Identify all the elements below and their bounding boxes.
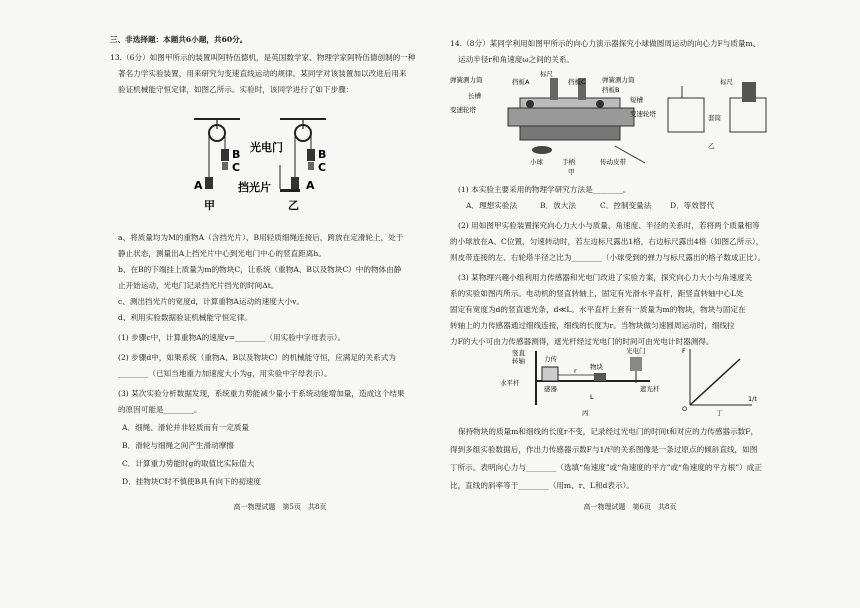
q14-s3: 转轴上的力传感器通过细线连接，细线的长度为r。当物块做匀速圆周运动时，细线拉 [450,321,735,330]
label-B2: B [318,148,327,161]
right-page [430,0,860,608]
q13-sub1: (1) 步骤c中，计算重物A的速度v=________（用实验中字母表示）。 [118,333,346,342]
q14-s2: 则皮带连接的左、右轮塔半径之比为________（小球受到的弹力与标尺露出的格子数成正比）。 [450,253,766,262]
fig-label: 转轴 [512,357,525,365]
q13-step: 静止状态，测量出A上挡光片中心到光电门中心的竖直距离h。 [118,249,326,258]
fig-label: 传动皮带 [600,158,626,166]
q14-line: 运动半径r和角速度ω之间的关系。 [458,55,575,64]
q13-sub2b: ________（已知当地重力加速度大小为g，用实验中字母表示）。 [118,369,332,378]
q14-s4: 保持物块的质量m和细线的长度r不变，记录经过光电门的时间t和对应的力传感器示数F， [458,427,759,436]
fig-label: O [682,405,688,413]
q13-sub2a: (2) 步骤d中，如果系统（重物A、B以及物块C）的机械能守恒，应满足的关系式为 [118,353,396,362]
label-C: C [232,161,241,174]
fig-label: 长槽 [468,92,481,100]
fig-label: 短槽 [630,96,643,104]
q14-s3: 系的实验如图丙所示。电动机的竖直转轴上，固定有光滑水平直杆，距竖直转轴中心L处 [450,289,744,298]
fig-label: 物块 [590,363,603,371]
q13-line: 著名力学实验装置，用来研究匀变速直线运动的规律。某同学对该装置加以改进后用来 [118,69,407,78]
atwood-figure [180,115,360,225]
fig-label: 手柄 [562,158,575,166]
fig-label: 感器 [544,385,557,393]
q14-s4: 丁所示。表明向心力与________（选填“角速度”或“角速度的平方”或“角速度的平方根”）成正 [450,463,762,472]
right-footer: 高一物理试题 第6页 共8页 [583,503,677,511]
q14-s1: (1) 本实验主要采用的物理学研究方法是________。 [458,185,631,194]
q13-line: 13.（6分）如图甲所示的装置叫阿特伍德机，是英国数学家、物理学家阿特伍德创制的一种 [110,53,416,62]
fig-label: 挡板A [512,78,530,86]
q13-step: c、测出挡光片的宽度d，计算重物A运动的速度大小v。 [118,297,304,306]
fig-label: 弹簧测力筒 [602,76,635,84]
fig-label: 甲 [568,168,575,176]
fig-label: 竖直 [512,349,525,357]
fig-label: 小球 [530,158,543,166]
q14-s2: 的小球放在A、C位置，匀速转动时，若左边标尺露出1格，右边标尺露出4格（如图乙所示）， [450,237,764,246]
q13-option-b: B．滑轮与细绳之间产生滑动摩擦 [122,441,234,450]
q13-line: 验证机械能守恒定律，如图乙所示。实验时，该同学进行了如下步骤： [118,85,354,94]
fig-label: 挡板B [602,86,620,94]
fig-label: 挡板C [568,78,586,86]
left-footer: 高一物理试题 第5页 共8页 [233,503,327,511]
q14-s4: 比，直线的斜率等于________（用m、r、L和d表示）。 [450,481,634,490]
q13-step: 止开始运动，光电门记录挡光片挡光的时间Δt。 [118,281,279,290]
fig-label: L [590,393,594,401]
q13-step: b、在B的下端挂上质量为m的物块C，让系统（重物A、B以及物块C）中的物体由静 [118,265,402,274]
label-photogate: 光电门 [250,141,283,154]
label-yi: 乙 [288,199,299,212]
label-jia: 甲 [204,199,215,212]
q13-option-a: A．细绳、滑轮并非轻质而有一定质量 [122,423,249,432]
fig-label: 变速轮塔 [630,110,656,118]
label-B: B [232,148,241,161]
q14-line: 14.（8分）某同学利用如图甲所示的向心力演示器探究小球做圆周运动的向心力F与质量m、 [450,39,761,48]
q14-s3: 力F的大小可由力传感器测得，遮光杆经过光电门的时间可由光电计时器测得。 [450,337,714,346]
fig-label: 乙 [708,142,715,150]
fig-label: 丁 [716,409,723,417]
label-A2: A [306,179,315,192]
sensor-setup-figure [490,345,770,420]
fig-label: 遮光杆 [640,385,660,393]
fig-label: 弹簧测力筒 [450,76,483,84]
section-title: 三、非选择题：本题共6小题，共60分。 [110,35,248,44]
fig-label: 变速轮塔 [450,106,476,114]
fig-label: F [682,347,686,355]
q13-step: d、利用实验数据验证机械能守恒定律。 [118,313,252,322]
q13-option-d: D．挂物块C时不慎使B具有向下的初速度 [122,477,261,486]
fig-label: 标尺 [540,70,553,78]
fig-label: 水平杆 [500,379,520,387]
fig-label: r [574,367,577,375]
centripetal-apparatus-figure [450,68,750,176]
label-shutter: 挡光片 [238,181,271,194]
fig-label: 光电门 [626,347,646,355]
q14-option-c: C．控制变量法 [600,201,652,210]
q13-step: a、将质量均为M的重物A（含挡光片）、B用轻质细绳连接后，跨放在定滑轮上，处于 [118,233,404,242]
q14-option-b: B．放大法 [540,201,576,210]
fig-label: 力传 [544,355,557,363]
q14-s3: (3) 某物理兴趣小组利用力传感器和光电门改进了实验方案，探究向心力大小与角速度关 [458,273,753,282]
q14-s2: (2) 用如图甲实验装置探究向心力大小与质量、角速度、半径的关系时，若将两个质量相等 [458,221,760,230]
q14-s4: 得到多组实验数据后，作出力传感器示数F与1/t²的关系图像是一条过原点的倾斜直线，如图 [450,445,758,454]
label-A: A [194,179,203,192]
q14-option-a: A．理想实验法 [466,201,518,210]
q14-s3: 固定有宽度为d的竖直遮光条，d≪L。水平直杆上套有一质量为m的物块，物块与固定在 [450,305,746,314]
fig-label: 1/t [748,395,757,403]
label-C2: C [318,161,327,174]
fig-label: 套筒 [708,114,721,122]
fig-label: 丙 [582,409,589,417]
fig-label: 标尺 [720,78,733,86]
q14-option-d: D．等效替代 [670,201,715,210]
q13-option-c: C．计算重力势能时g的取值比实际值大 [122,459,255,468]
q13-sub3b: 的原因可能是________。 [118,405,202,414]
q13-sub3a: (3) 某次实验分析数据发现，系统重力势能减少量小于系统动能增加量，造成这个结果 [118,389,405,398]
